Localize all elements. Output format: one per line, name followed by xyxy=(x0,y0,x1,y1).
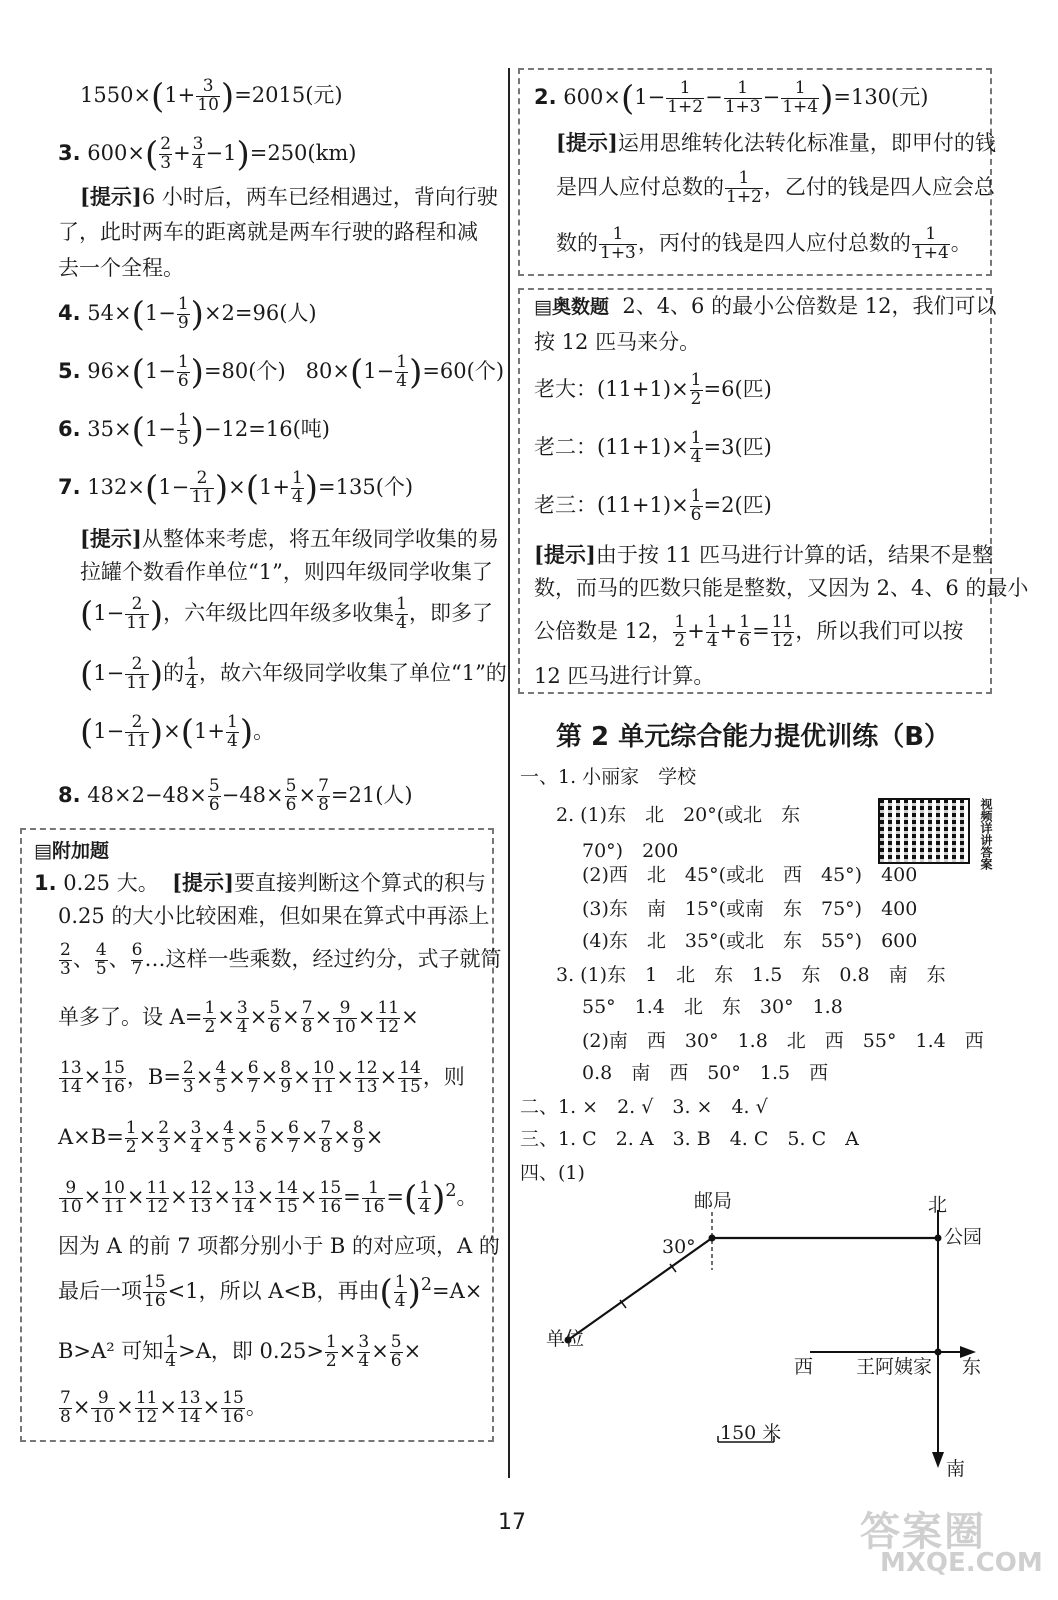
map-label-unit: 单位 xyxy=(546,1328,585,1350)
bonus-text: 最后一项 $\frac{15}{16}$ <1，所以 A<B，再由( $\frac{1}{4}$ )$^2$=A× xyxy=(58,1272,483,1313)
hint-text: 拉罐个数看作单位“1”，则四年级同学收集了 xyxy=(80,560,493,584)
south-arrow xyxy=(932,1452,944,1468)
hint-text: 了，此时两车的距离就是两车行驶的路程和减 xyxy=(58,220,478,244)
answer-8: 8. 48×2−48× $\frac{5}{6}$ −48× $\frac{5}{6}$ × $\frac{7}{8}$ =21(人) xyxy=(58,776,413,815)
answer-3: 3. 600×( $\frac{2}{3}$ + $\frac{3}{4}$ −1)=250(km) xyxy=(58,134,357,175)
qr-caption: 视频详讲答案 xyxy=(979,798,993,870)
bonus-text: $\frac{7}{8}$ × $\frac{9}{10}$ × $\frac{11}{12}$ × $\frac{13}{14}$ × $\frac{15}{16}$ 。 xyxy=(60,1388,267,1427)
answer-6: 6. 35×(1− $\frac{1}{5}$ )−12=16(吨) xyxy=(58,410,330,451)
page-number: 17 xyxy=(498,1510,526,1535)
map-scale-label: 150 米 xyxy=(720,1422,782,1444)
bonus-text: 单多了。设 A= $\frac{1}{2}$ × $\frac{3}{4}$ × $\frac{5}{6}$ × $\frac{7}{8}$ × $\frac{9}{10}$ × $\frac{11}{12}$ × xyxy=(58,998,419,1037)
answer-line: 70°) 200 xyxy=(582,840,679,862)
map-label-south: 南 xyxy=(946,1458,966,1480)
map-label-post: 邮局 xyxy=(694,1190,733,1212)
qr-code[interactable] xyxy=(878,798,970,864)
olympiad-text: 老三：(11+1)× $\frac{1}{6}$ =2(匹) xyxy=(534,486,772,525)
hint-text: (1− $\frac{2}{11}$ )×(1+ $\frac{1}{4}$ )。 xyxy=(80,712,275,753)
olympiad-text: [提示]由于按 11 匹马进行计算的话，结果不是整 xyxy=(534,542,993,567)
hint-text: 数的 $\frac{1}{1+3}$ ，丙付的钱是四人应付总数的 $\frac{1}{1+4}$ 。 xyxy=(556,224,972,263)
bonus-text: A×B= $\frac{1}{2}$ × $\frac{2}{3}$ × $\frac{3}{4}$ × $\frac{4}{5}$ × $\frac{5}{6}$ × $\frac{6}{7}$ × $\frac{7}{8}$ × $\frac{8}{9}$ × xyxy=(58,1118,384,1157)
answer-5: 5. 96×(1− $\frac{1}{6}$ )=80(个) 80×(1− $\frac{1}{4}$ )=60(个) xyxy=(58,352,505,393)
watermark: 答案圈 xyxy=(860,1509,986,1555)
column-divider xyxy=(508,68,510,1478)
answer-line: (4)东 北 35°(或北 东 55°) 600 xyxy=(582,930,918,952)
map-label-park: 公园 xyxy=(944,1226,983,1248)
answer-line: 二、1. × 2. √ 3. × 4. √ xyxy=(520,1096,768,1118)
home-point xyxy=(935,1349,942,1356)
bonus-text: $\frac{13}{14}$ × $\frac{15}{16}$ ，B= $\frac{2}{3}$ × $\frac{4}{5}$ × $\frac{6}{7}$ × $\frac{8}{9}$ × $\frac{10}{11}$ × $\frac{12}{13}$ × $\frac{14}{15}$ ，则 xyxy=(60,1058,465,1097)
hint-text: [提示]运用思维转化法转化标准量，即甲付的钱 xyxy=(556,130,996,155)
section-title: 第 2 单元综合能力提优训练（B） xyxy=(556,722,951,752)
answer-line: 一、1. 小丽家 学校 xyxy=(520,766,697,788)
olympiad-text: 老大：(11+1)× $\frac{1}{2}$ =6(匹) xyxy=(534,370,772,409)
bonus-label: ▤附加题 xyxy=(34,840,109,862)
map-label-home: 王阿姨家 xyxy=(856,1356,933,1378)
answer-line: 0.8 南 西 50° 1.5 西 xyxy=(582,1062,829,1084)
answer-4: 4. 54×(1− $\frac{1}{9}$ )×2=96(人) xyxy=(58,294,317,335)
olympiad-text: 12 匹马进行计算。 xyxy=(534,664,715,688)
hint-text: [提示]从整体来考虑，将五年级同学收集的易 xyxy=(80,526,499,551)
hint-text: (1− $\frac{2}{11}$ )的 $\frac{1}{4}$ ，故六年级同学收集了单位“1”的 xyxy=(80,654,507,695)
answer-line: (2)南 西 30° 1.8 北 西 55° 1.4 西 xyxy=(582,1030,984,1052)
olympiad-text: ▤奥数题 2、4、6 的最小公倍数是 12，我们可以 xyxy=(534,294,997,318)
hint-text: 去一个全程。 xyxy=(58,256,184,280)
olympiad-text: 数，而马的匹数只能是整数，又因为 2、4、6 的最小 xyxy=(534,576,1029,600)
answer-line: 三、1. C 2. A 3. B 4. C 5. C A xyxy=(520,1128,859,1150)
bonus-text: 1. 0.25 大。 [提示]要直接判断这个算式的积与 xyxy=(34,870,486,895)
bonus-text: B>A² 可知 $\frac{1}{4}$ >A，即 0.25> $\frac{1}{2}$ × $\frac{3}{4}$ × $\frac{5}{6}$ × xyxy=(58,1332,422,1371)
answer-2: 2. 600×(1− $\frac{1}{1+2}$ − $\frac{1}{1+3}$ − $\frac{1}{1+4}$ )=130(元) xyxy=(534,78,929,119)
map-label-angle: 30° xyxy=(662,1236,696,1258)
hint-text: 是四人应付总数的 $\frac{1}{1+2}$ ，乙付的钱是四人应会总 xyxy=(556,168,995,207)
bonus-text: $\frac{9}{10}$ × $\frac{10}{11}$ × $\frac{11}{12}$ × $\frac{12}{13}$ × $\frac{13}{14}$ × $\frac{14}{15}$ × $\frac{15}{16}$ = $\frac{1}{16}$ =( $\frac{1}{4}$ )$^2$。 xyxy=(60,1178,478,1219)
hint-text: (1− $\frac{2}{11}$ )，六年级比四年级多收集 $\frac{1}{4}$ ，即多了 xyxy=(80,594,493,635)
bonus-text: $\frac{2}{3}$ 、 $\frac{4}{5}$ 、 $\frac{6}{7}$ …这样一些乘数，经过约分，式子就简 xyxy=(60,940,502,979)
watermark-url: MXQE.COM xyxy=(880,1548,1043,1578)
post-office-point xyxy=(709,1235,716,1242)
answer-line: (3)东 南 15°(或南 东 75°) 400 xyxy=(582,898,918,920)
olympiad-text: 按 12 匹马来分。 xyxy=(534,330,701,354)
bonus-text: 0.25 的大小比较困难，但如果在算式中再添上 xyxy=(58,904,490,928)
answer-7: 7. 132×(1− $\frac{2}{11}$ )×(1+ $\frac{1}{4}$ )=135(个) xyxy=(58,468,414,509)
park-point xyxy=(935,1235,942,1242)
map-label-east: 东 xyxy=(962,1356,982,1378)
answer-line: 3. (1)东 1 北 东 1.5 东 0.8 南 东 xyxy=(556,964,946,986)
answer-line: 2. (1)东 北 20°(或北 东 xyxy=(556,804,801,826)
answer-line: (2)西 北 45°(或北 西 45°) 400 xyxy=(582,864,918,886)
answer-line: 55° 1.4 北 东 30° 1.8 xyxy=(582,996,843,1018)
answer-line: 1550×(1+ $\frac{3}{10}$ )=2015(元) xyxy=(80,76,343,117)
answer-line: 四、(1) xyxy=(520,1162,585,1184)
map-label-west: 西 xyxy=(794,1356,814,1378)
map-label-north: 北 xyxy=(928,1194,948,1216)
hint-text: [提示]6 小时后，两车已经相遇过，背向行驶 xyxy=(80,184,498,209)
olympiad-text: 公倍数是 12， $\frac{1}{2}$ + $\frac{1}{4}$ + $\frac{1}{6}$ = $\frac{11}{12}$ ，所以我们可以按 xyxy=(534,612,964,651)
bonus-text: 因为 A 的前 7 项都分别小于 B 的对应项，A 的 xyxy=(58,1234,500,1258)
olympiad-text: 老二：(11+1)× $\frac{1}{4}$ =3(匹) xyxy=(534,428,772,467)
